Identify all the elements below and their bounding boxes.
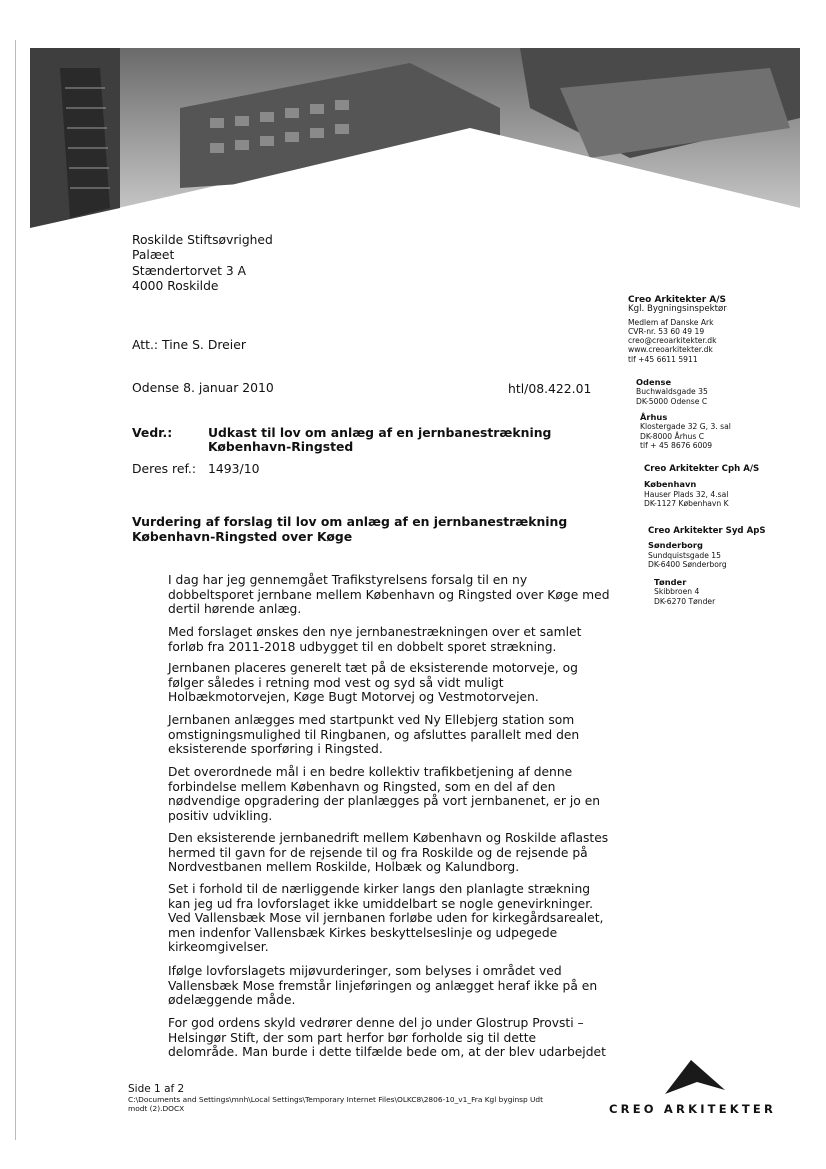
text-line: positiv udvikling. xyxy=(168,808,273,823)
office-postcode: DK-5000 Odense C xyxy=(636,396,708,406)
company-member: Medlem af Danske Ark xyxy=(628,317,714,327)
text-line: kan jeg ud fra lovforslaget ikke umiddelbart se nogle genevirkninger. xyxy=(168,896,594,911)
text-line: Med forslaget ønskes den nye jernbanestrækningen over et samlet xyxy=(168,625,582,639)
office-title: Odense xyxy=(636,377,672,387)
creo-logo-icon xyxy=(665,1060,725,1096)
subject-line-2: København-Ringsted xyxy=(208,439,354,454)
subject-line-1: Udkast til lov om anlæg af en jernbanestrækning xyxy=(208,425,552,440)
text-line: men indenfor Vallensbæk Kirkes beskyttelseslinje og udpegede xyxy=(168,925,558,940)
office-postcode: DK-1127 København K xyxy=(644,498,729,508)
recipient-address xyxy=(132,233,273,294)
text-line: Set i forhold til de nærliggende kirker langs den planlagte strækning xyxy=(168,882,591,896)
recipient-building: Palæet xyxy=(132,248,175,263)
page-footer xyxy=(128,1083,543,1113)
company-web: www.creoarkitekter.dk xyxy=(628,345,713,355)
attention-line: Att.: Tine S. Dreier xyxy=(132,337,246,352)
syd-company-name: Creo Arkitekter Syd ApS xyxy=(648,526,766,536)
recipient-city: 4000 Roskilde xyxy=(132,278,219,293)
paragraph-9 xyxy=(168,1016,628,1060)
recipient-street: Stændertorvet 3 A xyxy=(132,263,247,278)
recipient-name: Roskilde Stiftsøvrighed xyxy=(132,233,273,247)
office-tonder xyxy=(654,578,715,606)
reference-code: htl/08.422.01 xyxy=(508,381,592,396)
paragraph-8 xyxy=(168,964,628,1008)
architecture-banner-image xyxy=(30,48,800,233)
text-line: kirkeomgivelser. xyxy=(168,940,269,955)
text-line: Den eksisterende jernbanedrift mellem København og Roskilde aflastes xyxy=(168,831,609,845)
heading-line-2: København-Ringsted over Køge xyxy=(132,529,353,544)
text-line: forløb fra 2011-2018 udbygget til en dobbelt sporet strækning. xyxy=(168,639,557,654)
text-line: forbindelse mellem København og Ringsted, som en del af den xyxy=(168,779,556,794)
paragraph-6 xyxy=(168,831,628,875)
file-path: C:\Documents and Settings\mnh\Local Settings\Temporary Internet Files\OLKC8\2806-10_v1_Fra Kgl byginsp Udt xyxy=(128,1095,544,1104)
company-logo-text: CREO ARKITEKTER xyxy=(609,1102,777,1116)
vedr-label: Vedr.: xyxy=(132,425,173,440)
text-line: dertil hørende anlæg. xyxy=(168,602,302,617)
text-line: Jernbanen placeres generelt tæt på de eksisterende motorveje, og xyxy=(168,661,578,675)
text-line: Holbækmotorvejen, Køge Bugt Motorvej og Vestmotorvejen. xyxy=(168,690,539,705)
text-line: hermed til gavn for de rejsende til og fra Roskilde og de rejsende på xyxy=(168,845,588,860)
company-role: Kgl. Bygningsinspektør xyxy=(628,304,727,315)
paragraph-3 xyxy=(168,661,628,705)
deres-ref-label: Deres ref.: xyxy=(132,461,197,476)
office-address: Hauser Plads 32, 4.sal xyxy=(644,489,729,499)
syd-company-block xyxy=(648,527,766,569)
text-line: delområde. Man burde i dette tilfælde bede om, at der blev udarbejdet xyxy=(168,1045,606,1060)
page-number: Side 1 af 2 xyxy=(128,1083,185,1095)
deres-ref-value: 1493/10 xyxy=(208,461,260,476)
office-aarhus xyxy=(640,413,731,450)
company-cvr: CVR-nr. 53 60 49 19 xyxy=(628,326,705,336)
page-edge-line xyxy=(15,40,16,1140)
text-line: omstigningsmulighed til Ringbanen, og afsluttes parallelt med den xyxy=(168,727,580,742)
office-title: København xyxy=(644,479,697,490)
text-line: ødelæggende måde. xyxy=(168,993,296,1008)
paragraph-5 xyxy=(168,765,628,823)
office-postcode: DK-8000 Århus C xyxy=(640,431,704,441)
text-line: dobbeltsporet jernbane mellem København og Ringsted over Køge med xyxy=(168,587,610,602)
paragraph-2 xyxy=(168,625,628,654)
text-line: Jernbanen anlægges med startpunkt ved Ny Ellebjerg station som xyxy=(168,713,575,727)
paragraph-1 xyxy=(168,573,628,617)
office-odense xyxy=(636,378,708,406)
text-line: eksisterende sporføring i Ringsted. xyxy=(168,742,383,757)
text-line: For god ordens skyld vedrører denne del jo under Glostrup Provsti – xyxy=(168,1016,584,1030)
office-address: Skibbroen 4 xyxy=(654,587,700,597)
paragraph-4 xyxy=(168,713,628,757)
cph-company-name: Creo Arkitekter Cph A/S xyxy=(644,464,760,474)
office-phone: tlf + 45 8676 6009 xyxy=(640,440,713,450)
text-line: Ved Vallensbæk Mose vil jernbanen forløbe uden for kirkegårdsarealet, xyxy=(168,911,604,926)
letter-date: Odense 8. januar 2010 xyxy=(132,380,274,395)
company-phone: tlf +45 6611 5911 xyxy=(628,354,698,364)
text-line: følger således i retning mod vest og syd så vidt muligt xyxy=(168,675,504,690)
text-line: Nordvestbanen mellem Roskilde, Holbæk og Kalundborg. xyxy=(168,860,520,875)
company-email: creo@creoarkitekter.dk xyxy=(628,336,717,346)
office-address: Klostergade 32 G, 3. sal xyxy=(640,422,731,432)
office-postcode: DK-6270 Tønder xyxy=(654,596,716,606)
office-address: Buchwaldsgade 35 xyxy=(636,387,708,397)
paragraph-7 xyxy=(168,882,628,955)
sidebar-company-block xyxy=(628,296,727,364)
text-line: nødvendige opgradering der planlægges på vort jernbanenet, er jo en xyxy=(168,794,601,809)
text-line: Ifølge lovforslagets mijøvurderinger, som belyses i området ved xyxy=(168,964,562,978)
cph-company-block xyxy=(644,465,759,508)
office-address: Sundquistsgade 15 xyxy=(648,550,721,560)
office-postcode: DK-6400 Sønderborg xyxy=(648,559,727,569)
heading-line-1: Vurdering af forslag til lov om anlæg af en jernbanestrækning xyxy=(132,514,568,529)
text-line: Det overordnede mål i en bedre kollektiv trafikbetjening af denne xyxy=(168,765,573,779)
office-title: Århus xyxy=(640,412,668,422)
office-title: Sønderborg xyxy=(648,540,703,551)
text-line: Vallensbæk Mose fremstår linjeføringen og anlægget heraf ikke på en xyxy=(168,978,598,993)
office-title: Tønder xyxy=(654,577,687,587)
text-line: Helsingør Stift, der som part herfor bør forholde sig til dette xyxy=(168,1030,537,1045)
company-name: Creo Arkitekter A/S xyxy=(628,295,727,305)
file-path-continued: modt (2).DOCX xyxy=(128,1104,185,1113)
text-line: I dag har jeg gennemgået Trafikstyrelsens forsalg til en ny xyxy=(168,573,528,587)
